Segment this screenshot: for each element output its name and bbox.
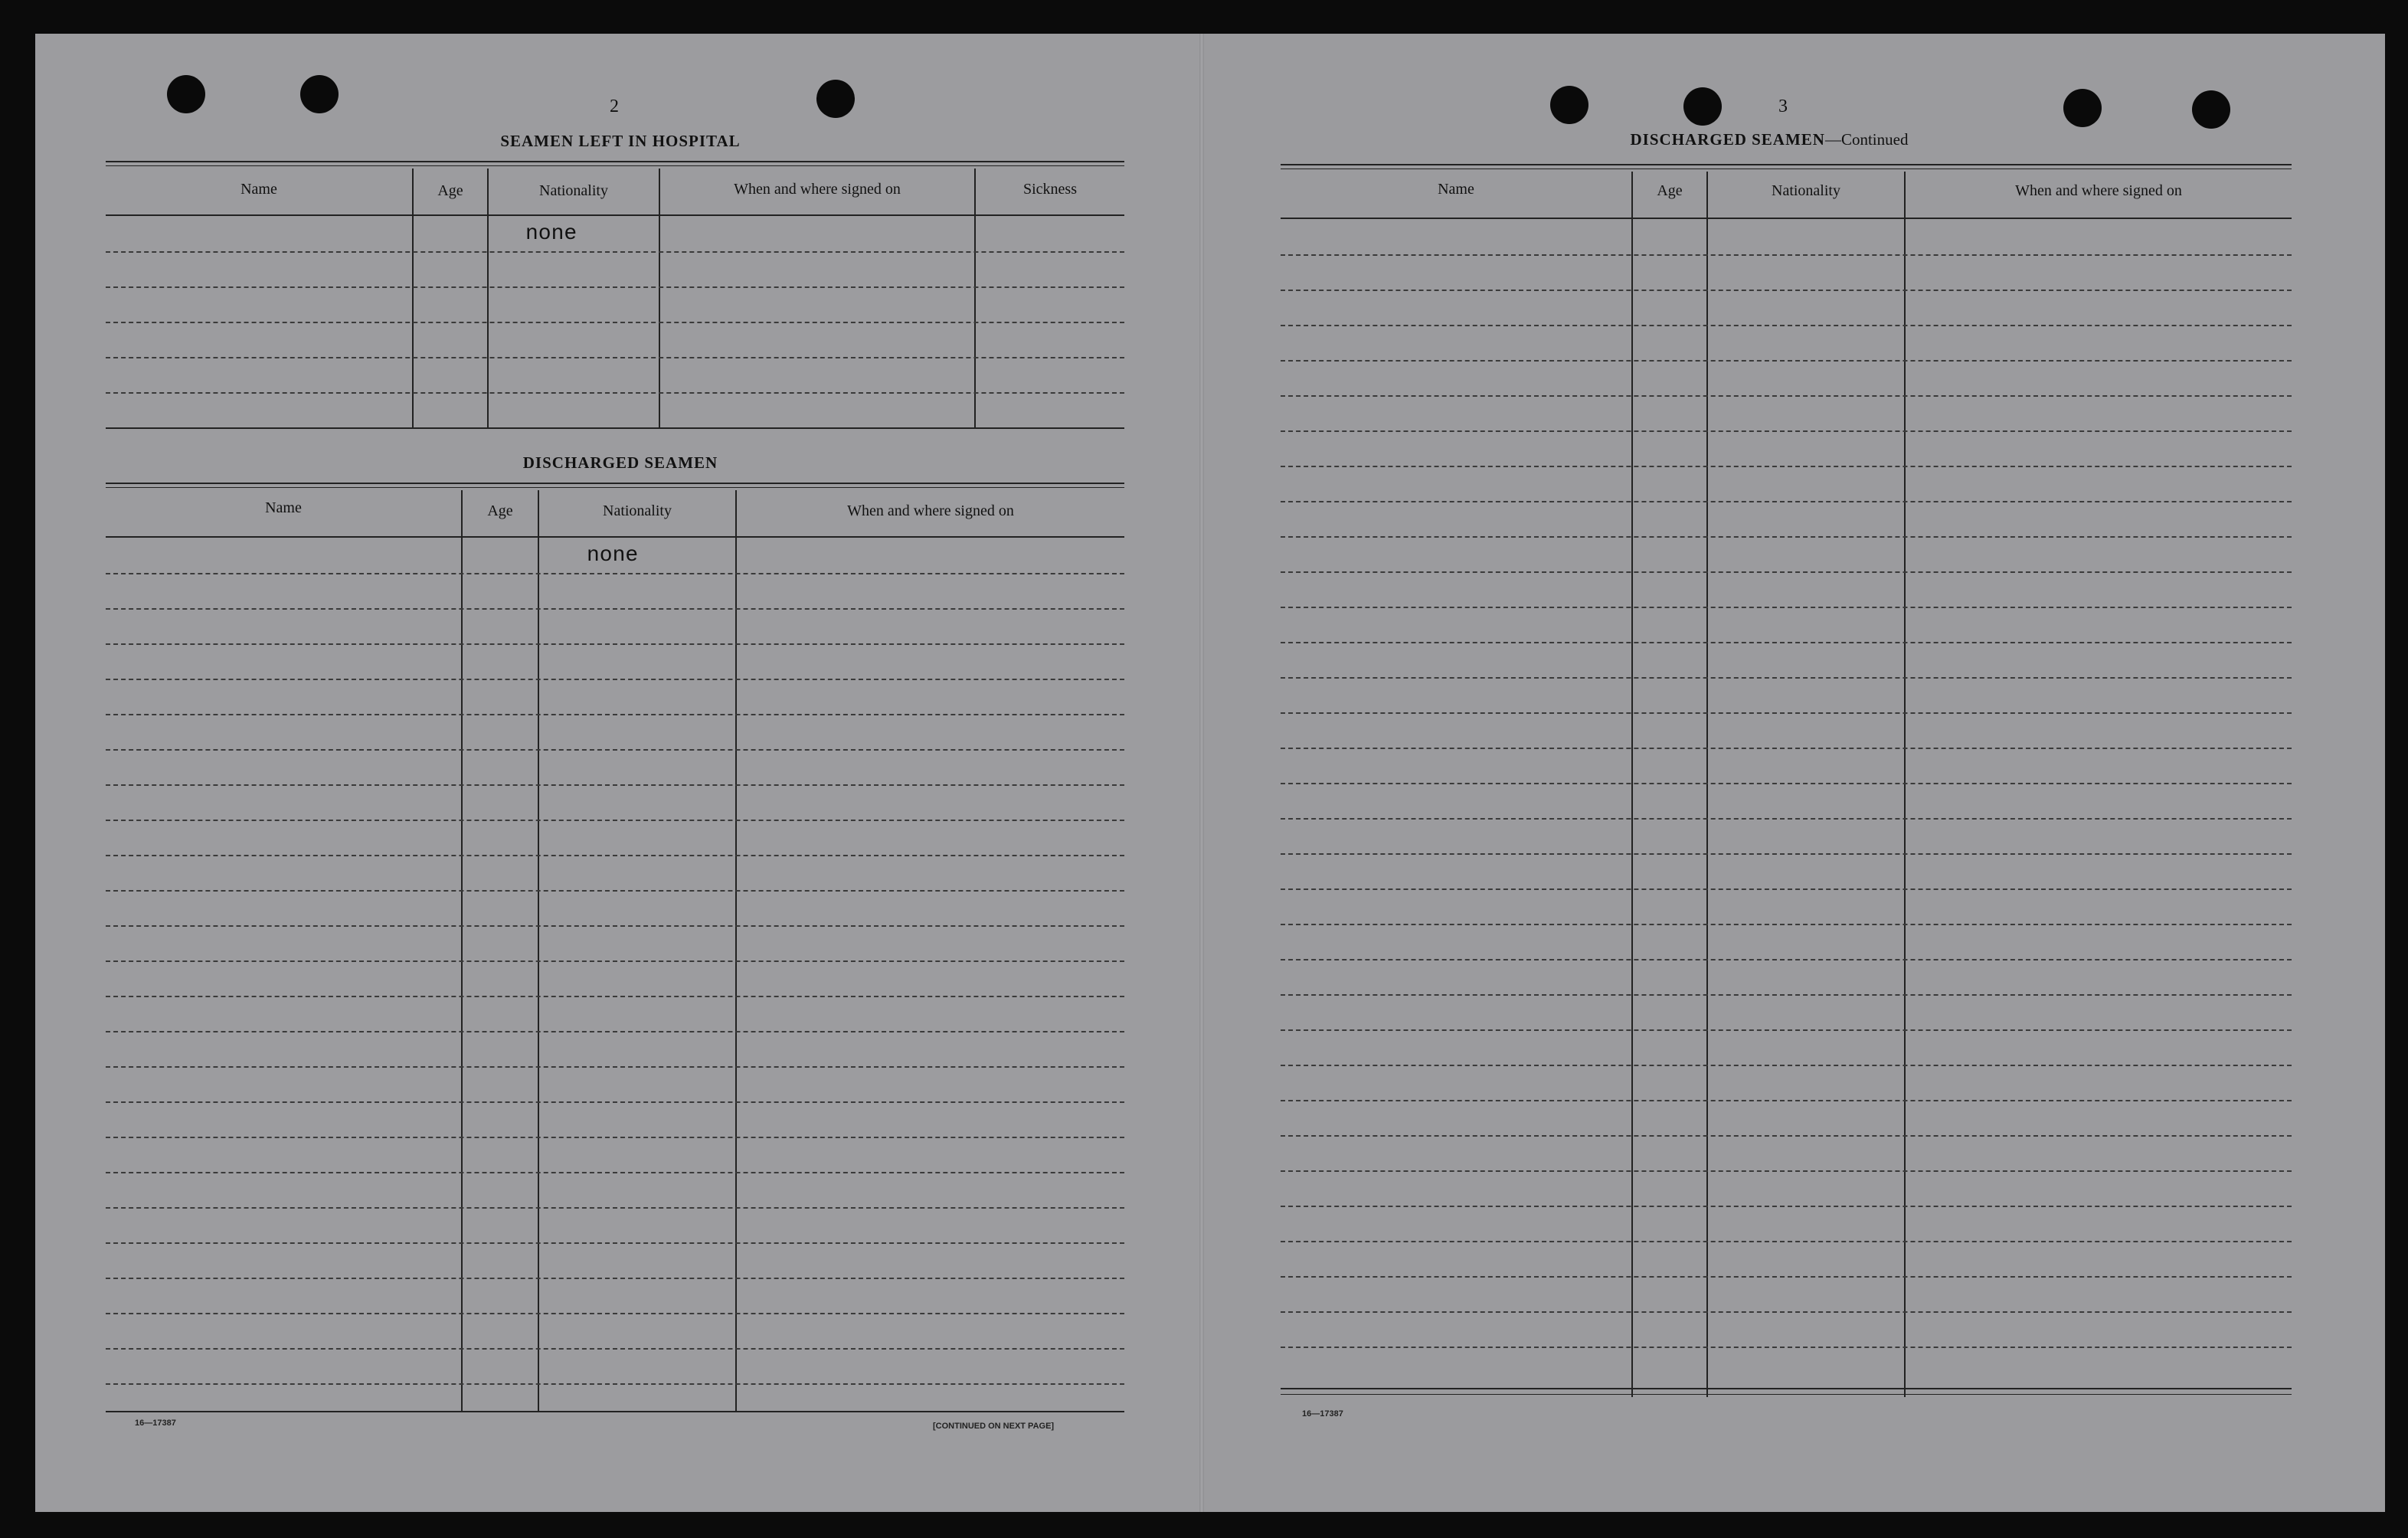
col-header-name: Name — [1438, 181, 1474, 198]
discharged-continued-title — [1532, 130, 2007, 149]
col-header-signed-on: When and where signed on — [847, 502, 1014, 519]
continued-suffix: —Continued — [1824, 130, 1909, 149]
col-header-sickness: Sickness — [1023, 181, 1077, 198]
continued-note: [CONTINUED ON NEXT PAGE] — [933, 1422, 1055, 1431]
punch-hole — [1550, 86, 1588, 124]
col-header-nationality: Nationality — [603, 502, 672, 519]
page-number: 2 — [610, 97, 619, 116]
col-header-age: Age — [1657, 182, 1683, 199]
discharged-entry: none — [587, 544, 639, 568]
punch-hole — [300, 75, 339, 113]
col-header-age: Age — [437, 182, 463, 199]
form-number: 16—17387 — [135, 1419, 176, 1428]
hospital-table — [106, 161, 1124, 430]
hospital-section-title: SEAMEN LEFT IN HOSPITAL — [500, 132, 741, 150]
punch-hole — [2063, 89, 2102, 127]
col-header-nationality: Nationality — [539, 182, 608, 199]
discharged-section-title: DISCHARGED SEAMEN — [522, 453, 718, 472]
discharged-continued-table — [1281, 164, 2292, 1399]
col-header-nationality: Nationality — [1772, 182, 1840, 199]
page-number: 3 — [1778, 97, 1788, 116]
discharged-continued-title-text: DISCHARGED SEAMEN — [1630, 130, 1825, 149]
punch-hole — [167, 75, 205, 113]
col-header-name: Name — [240, 181, 277, 198]
discharged-table — [106, 483, 1124, 1412]
punch-hole — [2192, 90, 2230, 129]
col-header-signed-on: When and where signed on — [734, 181, 901, 198]
col-header-signed-on: When and where signed on — [2015, 182, 2182, 199]
hospital-entry: none — [525, 222, 577, 246]
page-fold — [1199, 34, 1204, 1512]
form-number: 16—17387 — [1302, 1409, 1343, 1419]
col-header-name: Name — [265, 499, 302, 516]
punch-hole — [816, 80, 855, 118]
punch-hole — [1683, 87, 1722, 126]
col-header-age: Age — [487, 502, 513, 519]
